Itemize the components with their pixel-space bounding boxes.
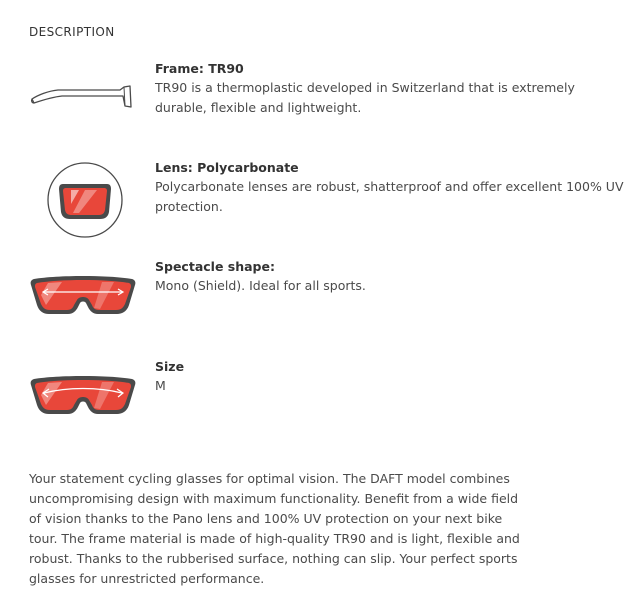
product-description: Your statement cycling glasses for optimal vision. The DAFT model combines uncompromising design with maximum functionality. Benefit from a wide field of vision thanks to the Pano lens and 100% UV protection on your next bike tour. The frame material is made of high-quality TR90 and is light, flexible and robust. Thanks to the rubberised surface, nothing can slip. Your perfect sports glasses for unrestricted performance. bbox=[29, 471, 520, 586]
feature-value: M bbox=[155, 378, 166, 393]
lens-icon bbox=[45, 160, 125, 240]
frame-temple-icon bbox=[28, 73, 138, 113]
feature-value: TR90 is a thermoplastic developed in Switzerland that is extremely durable, flexible and lightweight. bbox=[155, 80, 575, 115]
feature-value: Mono (Shield). Ideal for all sports. bbox=[155, 278, 366, 293]
shield-glasses-icon bbox=[28, 271, 138, 323]
feature-label: Lens: Polycarbonate bbox=[155, 160, 299, 175]
feature-value: Polycarbonate lenses are robust, shatterproof and offer excellent 100% UV protection. bbox=[155, 179, 624, 214]
feature-label: Frame: TR90 bbox=[155, 61, 244, 76]
feature-label: Spectacle shape: bbox=[155, 259, 275, 274]
section-title: DESCRIPTION bbox=[29, 25, 115, 39]
size-glasses-icon bbox=[28, 371, 138, 423]
feature-label: Size bbox=[155, 359, 185, 374]
